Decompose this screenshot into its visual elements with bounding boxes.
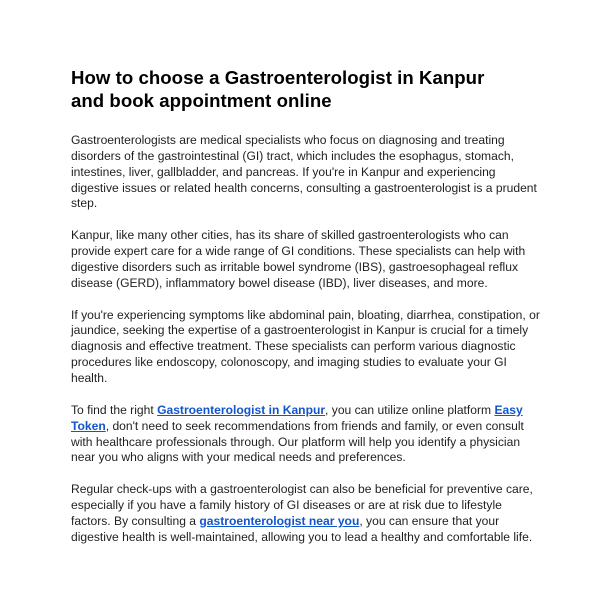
link-easy-token[interactable]: Easy Token — [71, 402, 523, 433]
paragraph-checkups — [71, 482, 541, 545]
text-segment: , you can ensure that your digestive health is well-maintained, allowing you to lead a healthy and comfortable life. — [71, 513, 533, 544]
title-line-1: How to choose a Gastroenterologist in Kanpur — [71, 67, 485, 88]
text-segment: Regular check-ups with a gastroenterologist can also be beneficial for preventive care, especially if you have a family history of GI diseases or are at risk due to lifestyle factors. By consulting a — [71, 482, 533, 528]
page-title — [71, 66, 541, 112]
paragraph-kanpur: Kanpur, like many other cities, has its share of skilled gastroenterologists who can provide expert care for a wide range of GI conditions. These specialists can help with digestive disorders such as irritable bowel syndrome (IBS), gastroesophageal reflux disease (GERD), inflammatory bowel disease (IBD), liver diseases, and more. — [71, 228, 526, 290]
paragraph-symptoms: If you're experiencing symptoms like abdominal pain, bloating, diarrhea, constipation, or jaundice, seeking the expertise of a gastroenterologist in Kanpur is crucial for a timely diagnosis and effective treatment. These specialists can perform various diagnostic procedures like endoscopy, colonoscopy, and imaging studies to evaluate your GI health. — [71, 307, 540, 385]
text-segment: , don't need to seek recommendations from friends and family, or even consult with healthcare professionals through. Our platform will help you identify a physician near you who aligns with your medical needs and preferences. — [71, 418, 524, 465]
document-page — [71, 66, 541, 562]
title-line-2: and book appointment online — [71, 90, 332, 111]
paragraph-intro: Gastroenterologists are medical specialists who focus on diagnosing and treating disorders of the gastrointestinal (GI) tract, which includes the esophagus, stomach, intestines, liver, gallbladder, and pancreas. If you're in Kanpur and experiencing digestive issues or related health concerns, consulting a gastroenterologist is a prudent step. — [71, 133, 537, 211]
text-segment: , you can utilize online platform — [325, 402, 495, 417]
text-segment: To find the right — [71, 402, 158, 417]
link-gastroenterologist-in-kanpur[interactable]: Gastroenterologist in Kanpur — [157, 402, 326, 417]
link-gastroenterologist-near-you[interactable]: gastroenterologist near you — [199, 513, 360, 528]
paragraph-find — [71, 403, 541, 466]
